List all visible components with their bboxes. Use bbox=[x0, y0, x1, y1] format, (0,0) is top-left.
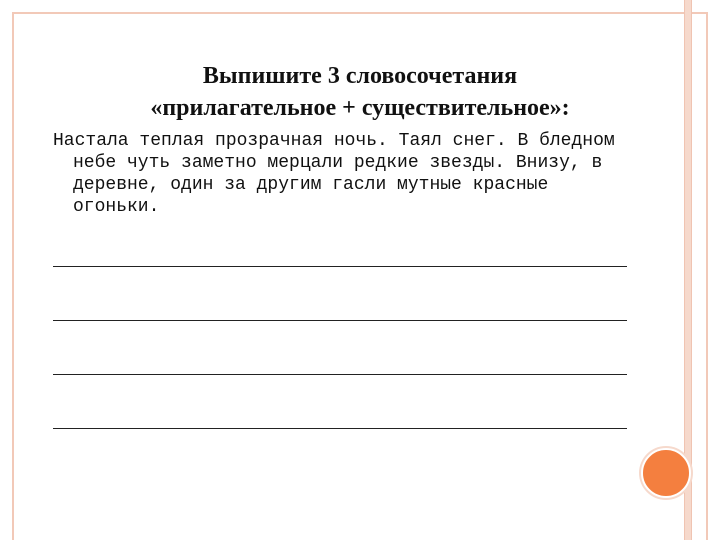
decorative-orange-circle bbox=[641, 448, 691, 498]
answer-line-1[interactable] bbox=[53, 266, 627, 267]
slide-title bbox=[60, 60, 660, 124]
answer-line-3[interactable] bbox=[53, 374, 627, 375]
title-line-1: Выпишите 3 словосочетания bbox=[202, 63, 518, 89]
passage-text: Настала теплая прозрачная ночь. Таял снег. В бледном небе чуть заметно мерцали редкие звезды. Внизу, в деревне, один за другим гасли мутные красные огоньки. bbox=[53, 131, 615, 217]
answer-line-4[interactable] bbox=[53, 428, 627, 429]
answer-line-2[interactable] bbox=[53, 320, 627, 321]
title-line-2: «прилагательное + существительное»: bbox=[150, 95, 570, 121]
